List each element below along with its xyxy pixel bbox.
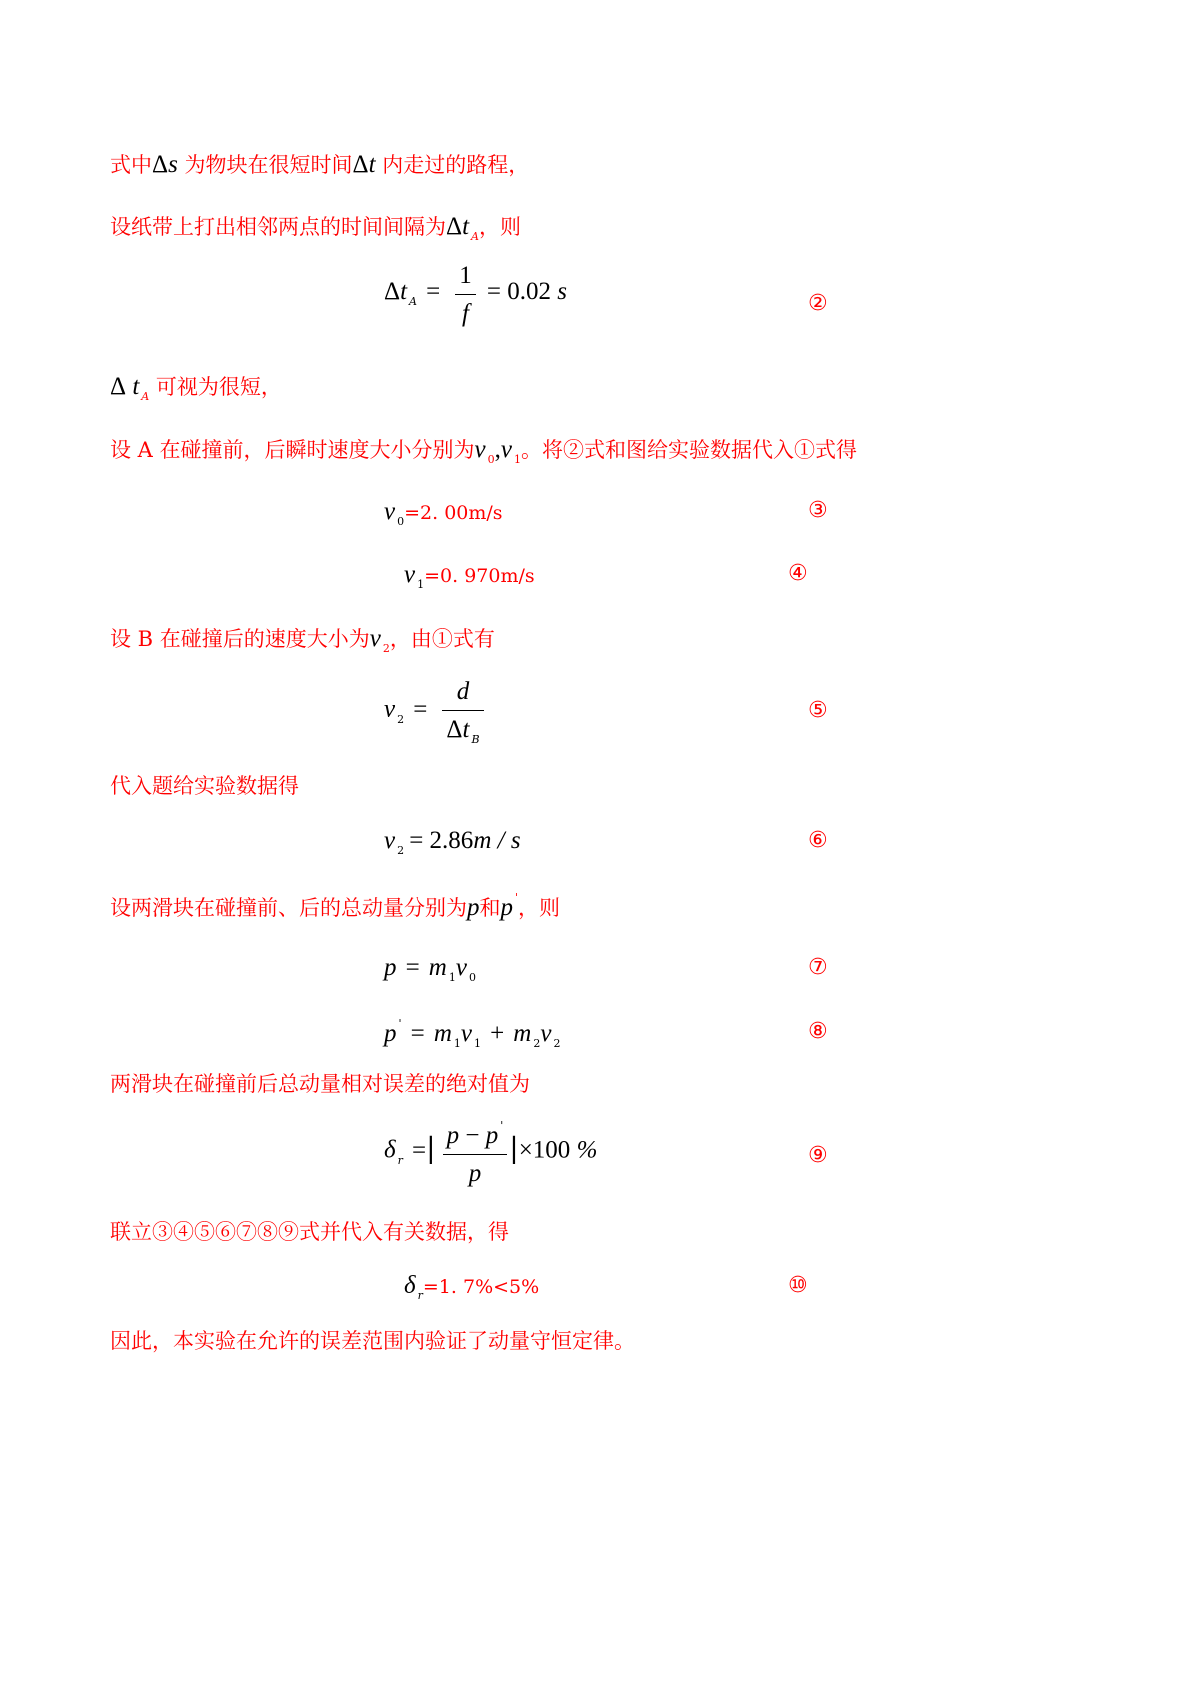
text-segment: ，则: [518, 896, 561, 920]
fraction-numerator: p − p ': [446, 1119, 504, 1149]
text-line-9: [110, 1222, 509, 1243]
math-equals: =: [411, 1136, 427, 1164]
equation-number-10: ⑩: [788, 1273, 808, 1298]
text-segment: 。将②式和图给实验数据代入①式得: [520, 438, 857, 462]
fraction: [443, 1120, 508, 1186]
math-equals: =: [410, 1020, 425, 1047]
fraction: [455, 263, 476, 326]
text-segment: 两滑块在碰撞前后总动量相对误差的绝对值为: [110, 1072, 530, 1096]
math-v1: v: [460, 1020, 472, 1047]
math-equals: =: [413, 695, 428, 723]
equation-value: = 2.86: [409, 827, 474, 854]
math-equals: =: [405, 954, 420, 981]
math-p-prime: p: [500, 894, 513, 921]
math-v0: v: [455, 954, 467, 981]
text-line-2: 设纸带上打出相邻两点的时间间隔为Δt $_A$，则: [110, 213, 521, 243]
text-segment: 设 B 在碰撞后的速度大小为: [110, 627, 370, 651]
text-line-8: [110, 1074, 530, 1095]
math-delta-r: δ: [404, 1272, 416, 1299]
equation-4: v $_1$=0. 970m/s: [404, 561, 535, 591]
text-segment: 联立③④⑤⑥⑦⑧⑨式并代入有关数据，得: [110, 1220, 509, 1244]
equation-value: =1. 7%<5%: [422, 1276, 540, 1298]
equation-value: = 0.02: [486, 278, 551, 305]
math-delta: Δ: [352, 151, 369, 178]
text-segment: 设纸带上打出相邻两点的时间间隔为: [110, 215, 446, 239]
math-comma: ,: [494, 436, 501, 463]
math-v0: v: [384, 498, 396, 525]
equation-number-2: ②: [808, 291, 828, 316]
equation-value: ×100: [518, 1136, 571, 1164]
equation-number-9: ⑨: [808, 1143, 828, 1168]
text-segment: 代入题给实验数据得: [110, 774, 299, 798]
equation-2: Δt $_A$ = $\frac{1}{f}$ = 0.02 s: [384, 262, 567, 327]
math-t: t: [126, 373, 140, 400]
fraction-numerator: d: [456, 678, 470, 705]
text-segment: 设 A 在碰撞前，后瞬时速度大小分别为: [110, 438, 475, 462]
equation-9: δ $_r$ =| $\frac{p - p '}{p}$ |×100 %: [384, 1119, 598, 1187]
math-m2: m: [513, 1020, 532, 1047]
math-s: s: [550, 278, 567, 305]
equation-number-6: ⑥: [808, 828, 828, 853]
math-v1: v: [404, 561, 416, 588]
math-delta: Δ: [384, 278, 401, 305]
math-m1: m: [428, 954, 447, 981]
equation-5: v $_2$ = $\frac{d}{\Delta t _B}$: [384, 679, 490, 745]
equation-value: =2. 00m/s: [404, 502, 503, 524]
text-segment: 设两滑块在碰撞前、后的总动量分别为: [110, 896, 467, 920]
equation-value: =0. 970m/s: [424, 565, 535, 587]
math-v2: v: [384, 827, 396, 854]
math-v2: v: [384, 695, 396, 723]
fraction-denominator: Δt $_B$: [446, 716, 480, 746]
fraction: [442, 679, 483, 745]
text-segment: 可视为很短，: [155, 375, 282, 399]
math-s: s: [168, 151, 178, 178]
text-line-4: 设 A 在碰撞前，后瞬时速度大小分别为v $_0$,v $_1$。将②式和图给实验数据代入①式得: [110, 436, 857, 466]
equation-number-5: ⑤: [808, 698, 828, 723]
math-v1: v: [500, 436, 512, 463]
equation-number-8: ⑧: [808, 1019, 828, 1044]
text-segment: ，由①式有: [389, 627, 495, 651]
text-line-6: [110, 776, 299, 797]
math-delta-r: δ: [384, 1136, 396, 1164]
equation-number-4: ④: [788, 561, 808, 586]
math-delta: Δ: [110, 373, 127, 400]
math-p: p: [384, 954, 397, 981]
text-line-7: 设两滑块在碰撞前、后的总动量分别为p和p '，则: [110, 891, 561, 921]
equation-7: p = m $_1$v $_0$: [384, 954, 476, 984]
equation-number-7: ⑦: [808, 955, 828, 980]
text-segment: 因此，本实验在允许的误差范围内验证了动量守恒定律。: [110, 1329, 635, 1353]
equation-3: v $_0$=2. 00m/s: [384, 498, 503, 528]
text-line-3: Δ t $_A$ 可视为很短，: [110, 373, 282, 403]
equation-10: δ $_r$=1. 7%<5%: [404, 1272, 540, 1302]
math-plus: +: [490, 1020, 505, 1047]
text-line-10: [110, 1331, 635, 1352]
equation-6: v $_2$ = 2.86m / s: [384, 827, 521, 857]
math-t: t: [368, 151, 376, 178]
fraction-denominator: f: [462, 300, 469, 327]
math-abs-left: |: [426, 1131, 436, 1165]
text-line-1: [110, 152, 529, 177]
math-abs-right: |: [509, 1131, 519, 1165]
math-m1: m: [433, 1020, 452, 1047]
math-percent: %: [570, 1136, 598, 1164]
math-delta: Δ: [446, 213, 463, 240]
text-line-5: 设 B 在碰撞后的速度大小为v $_2$，由①式有: [110, 625, 495, 655]
equation-8: p ' = m $_1$v $_1$ + m $_2$v $_2$: [384, 1017, 561, 1050]
math-v2: v: [540, 1020, 552, 1047]
fraction-numerator: 1: [459, 262, 472, 289]
math-unit: m / s: [473, 827, 521, 854]
math-delta: Δ: [152, 151, 169, 178]
math-t: t: [462, 213, 470, 240]
text-segment: ，则: [478, 215, 521, 239]
text-segment: 内走过的路程，: [382, 153, 530, 177]
math-t: t: [400, 278, 408, 305]
equation-number-3: ③: [808, 498, 828, 523]
text-segment: 式中: [110, 153, 152, 177]
math-v2: v: [369, 625, 381, 652]
math-p: p: [467, 894, 480, 921]
math-p-prime: p: [384, 1020, 397, 1047]
math-v0: v: [474, 436, 486, 463]
fraction-denominator: p: [468, 1160, 482, 1187]
math-equals: =: [426, 278, 441, 305]
text-segment: 和: [479, 896, 501, 920]
text-segment: 为物块在很短时间: [184, 153, 353, 177]
